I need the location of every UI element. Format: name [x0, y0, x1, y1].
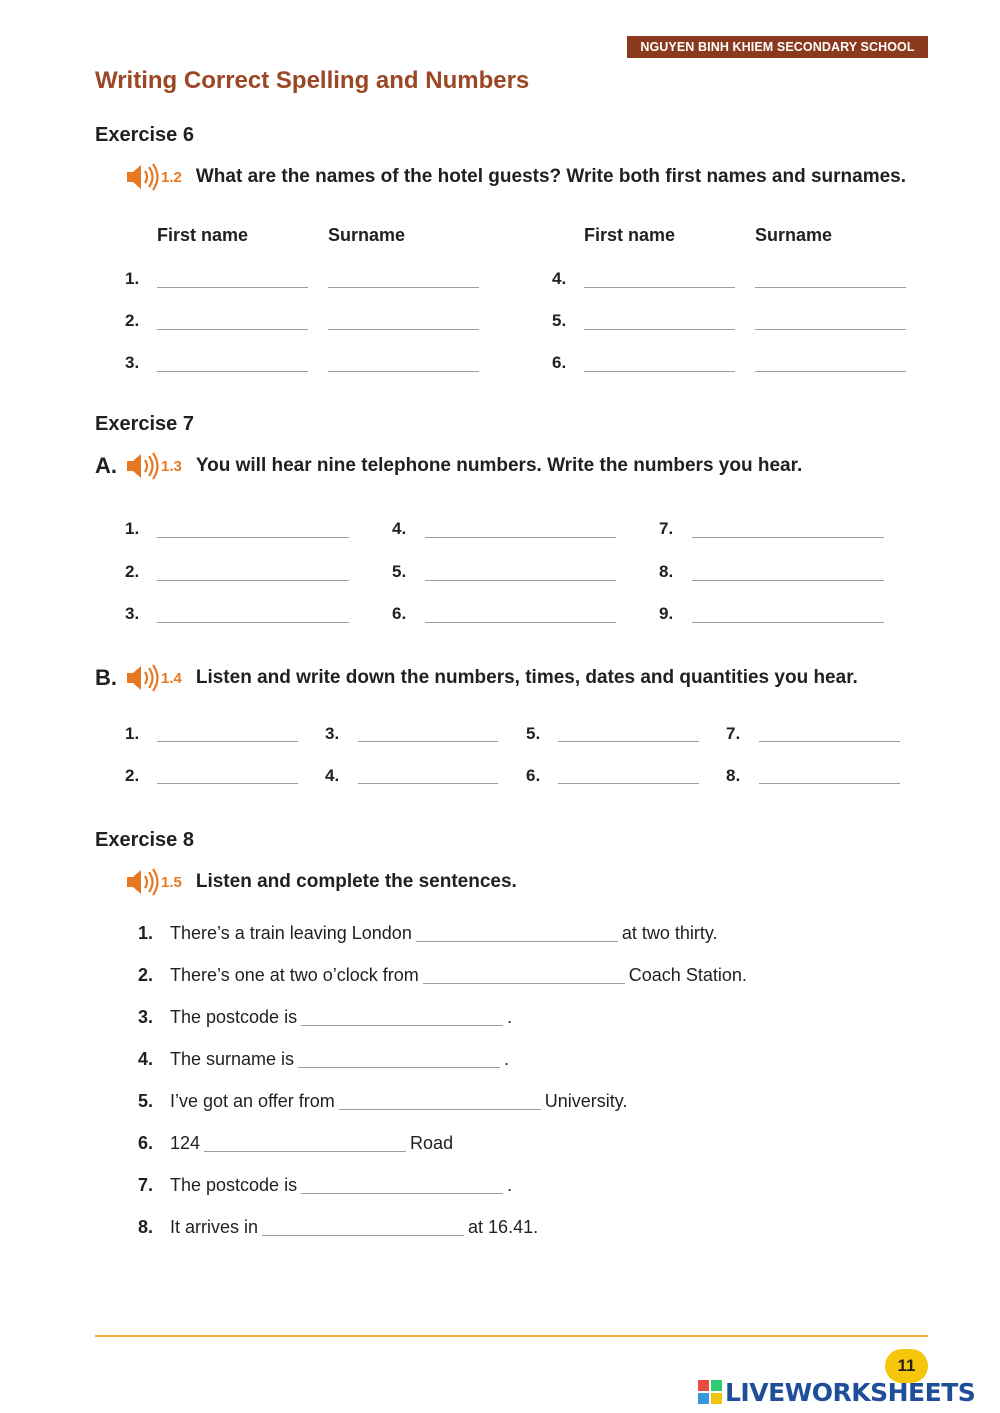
sentence-after-text: .: [507, 1006, 513, 1027]
audio-speaker-icon[interactable]: [125, 664, 159, 692]
sentence-number: 8.: [138, 1216, 154, 1237]
first-name-answer-blank[interactable]: [157, 329, 308, 330]
exercise-8-instruction: [125, 868, 517, 896]
liveworksheets-brand-text: LIVEWORKSHEETS: [725, 1377, 976, 1407]
number-answer-blank[interactable]: [358, 741, 498, 742]
sentence-answer-blank[interactable]: [423, 966, 625, 984]
sentence-before-text: The postcode is: [170, 1006, 298, 1027]
number-answer-blank[interactable]: [759, 783, 900, 784]
item-number: 2.: [125, 311, 140, 330]
sentence-answer-blank[interactable]: [301, 1176, 503, 1194]
sentence-number: 4.: [138, 1048, 154, 1069]
item-number: 1.: [125, 269, 140, 288]
sentence-after-text: .: [504, 1048, 510, 1069]
sentence-before-text: It arrives in: [170, 1216, 259, 1237]
audio-speaker-icon[interactable]: [125, 868, 159, 896]
number-answer-blank[interactable]: [558, 741, 699, 742]
sentence-item: [138, 1173, 512, 1197]
item-number: 5.: [392, 562, 407, 581]
number-answer-blank[interactable]: [157, 783, 298, 784]
audio-speaker-icon[interactable]: [125, 163, 159, 191]
sentence-answer-blank[interactable]: [416, 924, 618, 942]
exercise-7-heading: Exercise 7: [95, 413, 194, 435]
sentence-item: [138, 1047, 509, 1071]
sentence-number: 6.: [138, 1132, 154, 1153]
sentence-before-text: The surname is: [170, 1048, 295, 1069]
item-number: 3.: [325, 724, 340, 743]
audio-speaker-icon[interactable]: [125, 452, 159, 480]
phone-number-answer-blank[interactable]: [157, 622, 349, 623]
sentence-after-text: Road: [410, 1132, 454, 1153]
audio-track-number: 1.5: [161, 873, 182, 891]
surname-answer-blank[interactable]: [755, 287, 906, 288]
page-title: Writing Correct Spelling and Numbers: [95, 67, 530, 94]
item-number: 1.: [125, 724, 140, 743]
first-name-answer-blank[interactable]: [584, 287, 735, 288]
first-name-answer-blank[interactable]: [584, 371, 735, 372]
number-answer-blank[interactable]: [157, 741, 298, 742]
phone-number-answer-blank[interactable]: [692, 580, 884, 581]
surname-answer-blank[interactable]: [328, 287, 479, 288]
item-number: 8.: [726, 766, 741, 785]
instruction-text: You will hear nine telephone numbers. Write the numbers you hear.: [195, 455, 803, 476]
part-letter: A.: [95, 453, 117, 478]
number-answer-blank[interactable]: [759, 741, 900, 742]
item-number: 3.: [125, 353, 140, 372]
sentence-answer-blank[interactable]: [298, 1050, 500, 1068]
sentence-before-text: The postcode is: [170, 1174, 298, 1195]
phone-number-answer-blank[interactable]: [157, 537, 349, 538]
item-number: 4.: [325, 766, 340, 785]
sentence-item: [138, 1131, 453, 1155]
sentence-after-text: at 16.41.: [468, 1216, 539, 1237]
exercise-6-instruction: [125, 163, 906, 191]
sentence-before-text: There’s one at two o’clock from: [170, 964, 419, 985]
sentence-after-text: Coach Station.: [628, 964, 747, 985]
sentence-after-text: .: [507, 1174, 513, 1195]
instruction-text: Listen and complete the sentences.: [195, 871, 517, 892]
audio-track-number: 1.4: [161, 669, 182, 687]
item-number: 2.: [125, 766, 140, 785]
exercise-8-heading: Exercise 8: [95, 829, 194, 851]
surname-header: Surname: [755, 225, 833, 245]
number-answer-blank[interactable]: [358, 783, 498, 784]
first-name-header: First name: [584, 225, 676, 245]
sentence-number: 2.: [138, 964, 154, 985]
first-name-answer-blank[interactable]: [584, 329, 735, 330]
item-number: 1.: [125, 519, 140, 538]
surname-answer-blank[interactable]: [328, 371, 479, 372]
sentence-item: [138, 921, 718, 945]
first-name-answer-blank[interactable]: [157, 287, 308, 288]
item-number: 5.: [526, 724, 541, 743]
surname-header: Surname: [328, 225, 406, 245]
phone-number-answer-blank[interactable]: [692, 622, 884, 623]
sentence-after-text: University.: [544, 1090, 628, 1111]
item-number: 6.: [392, 604, 407, 623]
item-number: 3.: [125, 604, 140, 623]
sentence-item: [138, 963, 747, 987]
phone-number-answer-blank[interactable]: [425, 580, 616, 581]
liveworksheets-grid-icon: [698, 1380, 722, 1404]
footer-divider: [95, 1335, 928, 1337]
sentence-answer-blank[interactable]: [301, 1008, 503, 1026]
item-number: 6.: [552, 353, 567, 372]
surname-answer-blank[interactable]: [328, 329, 479, 330]
item-number: 5.: [552, 311, 567, 330]
sentence-item: [138, 1005, 512, 1029]
sentence-answer-blank[interactable]: [262, 1218, 464, 1236]
surname-answer-blank[interactable]: [755, 329, 906, 330]
item-number: 4.: [392, 519, 407, 538]
first-name-answer-blank[interactable]: [157, 371, 308, 372]
page-number-badge: 11: [885, 1349, 928, 1383]
phone-number-answer-blank[interactable]: [425, 537, 616, 538]
sentence-answer-blank[interactable]: [339, 1092, 541, 1110]
exercise-7a-instruction: [95, 452, 802, 480]
item-number: 7.: [726, 724, 741, 743]
sentence-number: 5.: [138, 1090, 154, 1111]
item-number: 6.: [526, 766, 541, 785]
item-number: 9.: [659, 604, 674, 623]
sentence-number: 3.: [138, 1006, 154, 1027]
item-number: 2.: [125, 562, 140, 581]
number-answer-blank[interactable]: [558, 783, 699, 784]
item-number: 4.: [552, 269, 567, 288]
exercise-7b-instruction: [95, 664, 858, 692]
sentence-before-text: There’s a train leaving London: [170, 922, 412, 943]
sentence-item: [138, 1215, 538, 1239]
sentence-before-text: 124: [170, 1132, 201, 1153]
sentence-item: [138, 1089, 627, 1113]
exercise-6-heading: Exercise 6: [95, 124, 194, 146]
instruction-text: Listen and write down the numbers, times, dates and quantities you hear.: [195, 667, 858, 688]
instruction-text: What are the names of the hotel guests? Write both first names and surnames.: [195, 166, 907, 187]
liveworksheets-logo[interactable]: [698, 1377, 975, 1407]
sentence-answer-blank[interactable]: [204, 1134, 406, 1152]
sentence-number: 7.: [138, 1174, 154, 1195]
first-name-header: First name: [157, 225, 249, 245]
phone-number-answer-blank[interactable]: [157, 580, 349, 581]
part-letter: B.: [95, 665, 117, 690]
audio-track-number: 1.2: [161, 168, 182, 186]
sentence-before-text: I’ve got an offer from: [170, 1090, 335, 1111]
school-name-badge: NGUYEN BINH KHIEM SECONDARY SCHOOL: [627, 36, 928, 58]
item-number: 7.: [659, 519, 674, 538]
surname-answer-blank[interactable]: [755, 371, 906, 372]
audio-track-number: 1.3: [161, 457, 182, 475]
sentence-number: 1.: [138, 922, 154, 943]
item-number: 8.: [659, 562, 674, 581]
phone-number-answer-blank[interactable]: [425, 622, 616, 623]
sentence-after-text: at two thirty.: [621, 922, 718, 943]
phone-number-answer-blank[interactable]: [692, 537, 884, 538]
